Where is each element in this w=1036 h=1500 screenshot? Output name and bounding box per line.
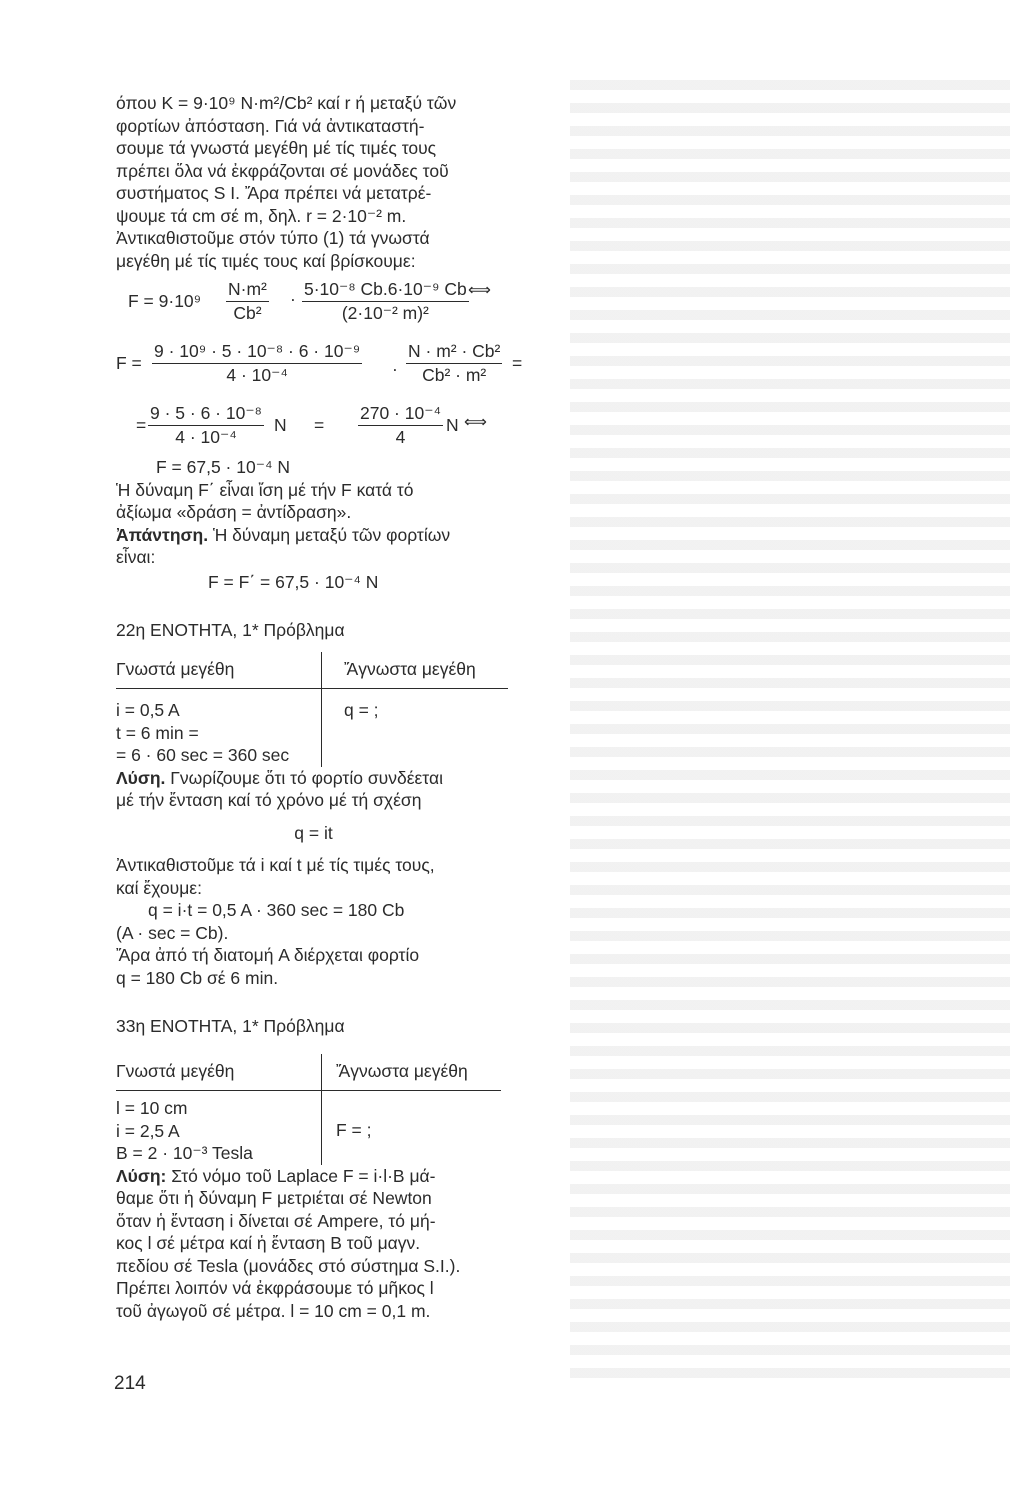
fraction-numerator: 5·10⁻⁸ Cb.6·10⁻⁹ Cb <box>302 278 469 302</box>
equation-1 <box>116 278 511 326</box>
text-line: πεδίου σέ Tesla (μονάδες στό σύστημα S.I.). <box>116 1255 461 1276</box>
unknown-header: Ἄγνωστα μεγέθη <box>322 652 509 689</box>
unit-label: N <box>446 415 459 435</box>
text-line: σουμε τά γνωστά μεγέθη μέ τίς τιμές τους <box>116 138 437 158</box>
answer-text: Ἡ δύναμη μεταξύ τῶν φορτίων <box>208 524 451 545</box>
quantities-table <box>116 652 508 767</box>
text-line: μέ τήν ἔνταση καί τό χρόνο μέ τή σχέση <box>116 790 422 810</box>
text-line: Ἡ δύναμη F΄ εἶναι ἴση μέ τήν F κατά τό <box>116 479 414 500</box>
text-line: Ἀντικαθιστοῦμε τά i καί t μέ τίς τιμές τους, <box>116 855 435 875</box>
fraction-units <box>406 340 502 386</box>
fraction-denominator: Cb² · m² <box>422 364 487 385</box>
text-line: εἶναι: <box>116 547 156 567</box>
answer-equation: F = F΄ = 67,5 · 10⁻⁴ N <box>208 571 379 592</box>
equivalence-arrow: ⟺ <box>464 414 487 431</box>
paragraph-substitute <box>116 227 511 272</box>
solution-label: Λύση: <box>116 1165 167 1186</box>
equation-lhs: F = 9·10⁹ <box>128 291 202 311</box>
equation-lhs: = <box>136 415 147 435</box>
text-column <box>116 92 523 1322</box>
equation-3 <box>116 402 511 450</box>
fraction-denominator: Cb² <box>233 302 262 323</box>
solution-paragraph <box>116 767 511 812</box>
answer-line <box>116 524 511 547</box>
fraction-values <box>302 278 469 324</box>
text-line: πρέπει ὅλα νά ἐκφράζονται σέ μονάδες τοῦ <box>116 160 449 181</box>
known-value: i = 0,5 A <box>116 700 180 720</box>
known-value: i = 2,5 A <box>116 1120 180 1141</box>
paragraph-intro <box>116 92 511 227</box>
calculation: q = i·t = 0,5 A · 360 sec = 180 Cb <box>148 900 405 920</box>
formula: q = it <box>294 822 333 843</box>
unknown-value: F = ; <box>336 1120 372 1140</box>
bleed-through-text <box>570 80 1010 1380</box>
multiply-dot: · <box>290 289 296 309</box>
fraction-denominator: 4 · 10⁻⁴ <box>226 364 288 385</box>
section-22 <box>116 619 511 989</box>
fraction-values <box>152 340 362 386</box>
solution-text: Στό νόμο τοῦ Laplace F = i·l·B μά- <box>166 1165 436 1186</box>
text-line: Ἄρα ἀπό τή διατομή A διέρχεται φορτίο <box>116 945 420 965</box>
fraction-values <box>148 402 264 448</box>
quantities-table <box>116 1054 501 1165</box>
text-line: μεγέθη μέ τίς τιμές τους καί βρίσκουμε: <box>116 250 416 271</box>
section-33 <box>116 1015 511 1322</box>
text-line: τοῦ ἀγωγοῦ σέ μέτρα. l = 10 cm = 0,1 m. <box>116 1300 431 1321</box>
text-line: κος l σέ μέτρα καί ἡ ἔνταση B τοῦ μαγν. <box>116 1233 421 1253</box>
known-header: Γνωστά μεγέθη <box>116 652 322 689</box>
solution-paragraph <box>116 1165 511 1323</box>
equals-sign: = <box>314 415 325 435</box>
equation-lhs: F = <box>116 353 142 373</box>
section-heading: 33η ΕΝΟΤΗΤΑ, 1* Πρόβλημα <box>116 1016 345 1036</box>
known-header: Γνωστά μεγέθη <box>116 1054 322 1091</box>
text-line: συστήματος S I. Ἄρα πρέπει νά μετατρέ- <box>116 183 432 203</box>
text-line: φορτίων ἀπόσταση. Γιά νά ἀντικαταστή- <box>116 115 425 136</box>
paragraph-reaction <box>116 479 511 524</box>
text-line: ἀξίωμα «δράση = ἀντίδραση». <box>116 502 352 522</box>
text-line: καί ἔχουμε: <box>116 877 202 898</box>
fraction-numerator: 9 · 10⁹ · 5 · 10⁻⁸ · 6 · 10⁻⁹ <box>152 340 362 364</box>
multiply-dot: · <box>392 359 398 379</box>
equivalence-arrow: ⟺ <box>468 282 491 299</box>
section-heading: 22η ΕΝΟΤΗΤΑ, 1* Πρόβλημα <box>116 620 345 640</box>
text-line: ὅταν ἡ ἔνταση i δίνεται σέ Ampere, τό μή- <box>116 1210 436 1231</box>
fraction-result <box>358 402 443 448</box>
known-value: B = 2 · 10⁻³ Tesla <box>116 1143 253 1163</box>
result-equation: F = 67,5 · 10⁻⁴ N <box>156 457 290 477</box>
solution-text: Γνωρίζουμε ὅτι τό φορτίο συνδέεται <box>165 767 443 788</box>
fraction-numerator: 9 · 5 · 6 · 10⁻⁸ <box>148 402 264 426</box>
fraction-denominator: (2·10⁻² m)² <box>341 302 429 323</box>
fraction-denominator: 4 · 10⁻⁴ <box>175 426 237 447</box>
text-line: Πρέπει λοιπόν νά ἐκφράσουμε τό μῆκος l <box>116 1278 434 1298</box>
equals-sign: = <box>512 353 523 373</box>
text-line: Ἀντικαθιστοῦμε στόν τύπο (1) τά γνωστά <box>116 228 430 248</box>
text-line: q = 180 Cb σέ 6 min. <box>116 967 279 988</box>
text-line: θαμε ὅτι ἡ δύναμη F μετριέται σέ Newton <box>116 1188 432 1208</box>
unknown-header: Ἄγνωστα μεγέθη <box>322 1054 502 1091</box>
paragraph-substitute <box>116 854 511 989</box>
known-values <box>116 689 322 767</box>
known-values <box>116 1091 322 1165</box>
solution-line <box>116 767 511 790</box>
unknown-value: q = ; <box>344 700 379 720</box>
paragraph-answer <box>116 524 511 594</box>
text-line: (A · sec = Cb). <box>116 922 229 943</box>
fraction-numerator: N · m² · Cb² <box>406 340 502 364</box>
page-number: 214 <box>114 1373 146 1394</box>
text-line: όπου K = 9·10⁹ N·m²/Cb² καί r ή μεταξύ τῶν <box>116 93 457 113</box>
equation-2 <box>116 340 523 388</box>
fraction-numerator: 270 · 10⁻⁴ <box>358 402 443 426</box>
known-value: = 6 · 60 sec = 360 sec <box>116 745 290 765</box>
solution-label: Λύση. <box>116 767 166 788</box>
known-value: l = 10 cm <box>116 1098 188 1118</box>
unit-label: N <box>274 415 287 435</box>
fraction-numerator: N·m² <box>226 278 269 302</box>
fraction-units <box>226 278 269 324</box>
known-value: t = 6 min = <box>116 722 199 743</box>
answer-label: Ἀπάντηση. <box>116 524 209 545</box>
fraction-denominator: 4 <box>395 426 406 447</box>
text-line: ψουμε τά cm σέ m, δηλ. r = 2·10⁻² m. <box>116 205 407 226</box>
solution-line <box>116 1165 511 1188</box>
